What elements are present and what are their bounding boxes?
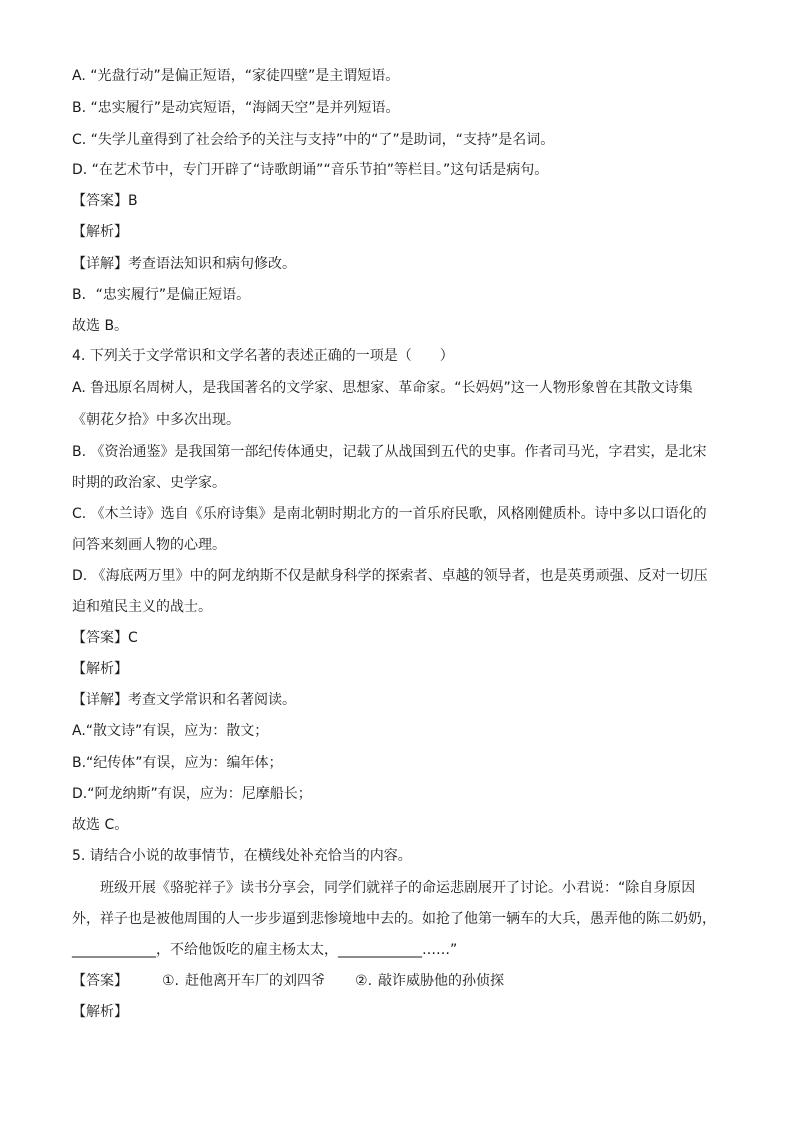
q4-option-a-line1: A. 鲁迅原名周树人，是我国著名的文学家、思想家、革命家。“长妈妈”这一人物形象曾在其散文诗集 bbox=[72, 380, 693, 396]
q4-analysis-label: 【解析】 bbox=[72, 661, 128, 677]
q4-answer-label: 【答案】C bbox=[72, 630, 138, 646]
option-d-text: D. “在艺术节中，专门开辟了“诗歌朗诵”“音乐节拍”等栏目。”这句话是病句。 bbox=[72, 162, 549, 178]
q4-explanation-d: D.“阿龙纳斯”有误，应为：尼摩船长； bbox=[72, 786, 312, 802]
option-b-text: B. “忠实履行”是动宾短语，“海阔天空”是并列短语。 bbox=[72, 100, 400, 116]
analysis-label: 【解析】 bbox=[72, 224, 128, 240]
q4-option-a-line2: 《朝花夕拾》中多次出现。 bbox=[72, 412, 240, 428]
conclusion-text: 故选 B。 bbox=[72, 318, 129, 334]
option-c-text: C. “失学儿童得到了社会给予的关注与支持”中的“了”是助词，“支持”是名词。 bbox=[72, 132, 555, 148]
question-4-title: 4. 下列关于文学常识和文学名著的表述正确的一项是（ ） bbox=[72, 348, 454, 364]
q4-explanation-b: B.“纪传体”有误，应为：编年体； bbox=[72, 755, 283, 771]
answer-number-2: ②. bbox=[355, 973, 373, 989]
question-5-title: 5. 请结合小说的故事情节，在横线处补充恰当的内容。 bbox=[72, 848, 412, 864]
q4-option-c-line2: 问答来刻画人物的心理。 bbox=[72, 537, 226, 553]
explanation-text: B．“忠实履行”是偏正短语。 bbox=[72, 287, 251, 303]
q5-passage-line3: ____________，不给他饭吃的雇主杨太太，____________……” bbox=[72, 942, 458, 958]
answer-number-1: ①. bbox=[162, 973, 180, 989]
q4-option-d-line2: 迫和殖民主义的战士。 bbox=[72, 599, 212, 615]
q5-passage-line1: 班级开展《骆驼祥子》读书分享会，同学们就祥子的命运悲剧展开了讨论。小君说：“除自身原因 bbox=[100, 880, 696, 896]
detail-text: 【详解】考查语法知识和病句修改。 bbox=[72, 256, 296, 272]
q5-analysis-label: 【解析】 bbox=[72, 1004, 128, 1020]
answer-label: 【答案】B bbox=[72, 193, 138, 209]
q4-option-c-line1: C. 《木兰诗》选自《乐府诗集》是南北朝时期北方的一首乐府民歌，风格刚健质朴。诗中多以口语化的 bbox=[72, 506, 707, 522]
q4-option-d-line1: D. 《海底两万里》中的阿龙纳斯不仅是献身科学的探索者、卓越的领导者，也是英勇顽强、反对一切压 bbox=[72, 568, 708, 584]
q5-passage-line2: 外，祥子也是被他周围的人一步步逼到悲惨境地中去的。如抢了他第一辆车的大兵，愚弄他的陈二奶奶， bbox=[72, 911, 716, 927]
q5-answer-1: 赶他离开车厂的刘四爷 bbox=[185, 973, 326, 989]
option-a-text: A. “光盘行动”是偏正短语，“家徒四壁”是主谓短语。 bbox=[72, 68, 400, 84]
q4-conclusion: 故选 C。 bbox=[72, 817, 129, 833]
q5-answer-row bbox=[72, 971, 722, 991]
q4-option-b-line1: B. 《资治通鉴》是我国第一部纪传体通史，记载了从战国到五代的史事。作者司马光，字君实，是北宋 bbox=[72, 444, 707, 460]
q5-answer-label: 【答案】 bbox=[72, 973, 128, 989]
q5-answer-2: 敲诈威胁他的孙侦探 bbox=[378, 973, 505, 989]
q4-option-b-line2: 时期的政治家、史学家。 bbox=[72, 475, 226, 491]
q4-detail-text: 【详解】考查文学常识和名著阅读。 bbox=[72, 692, 296, 708]
q4-explanation-a: A.“散文诗”有误，应为：散文； bbox=[72, 723, 269, 739]
